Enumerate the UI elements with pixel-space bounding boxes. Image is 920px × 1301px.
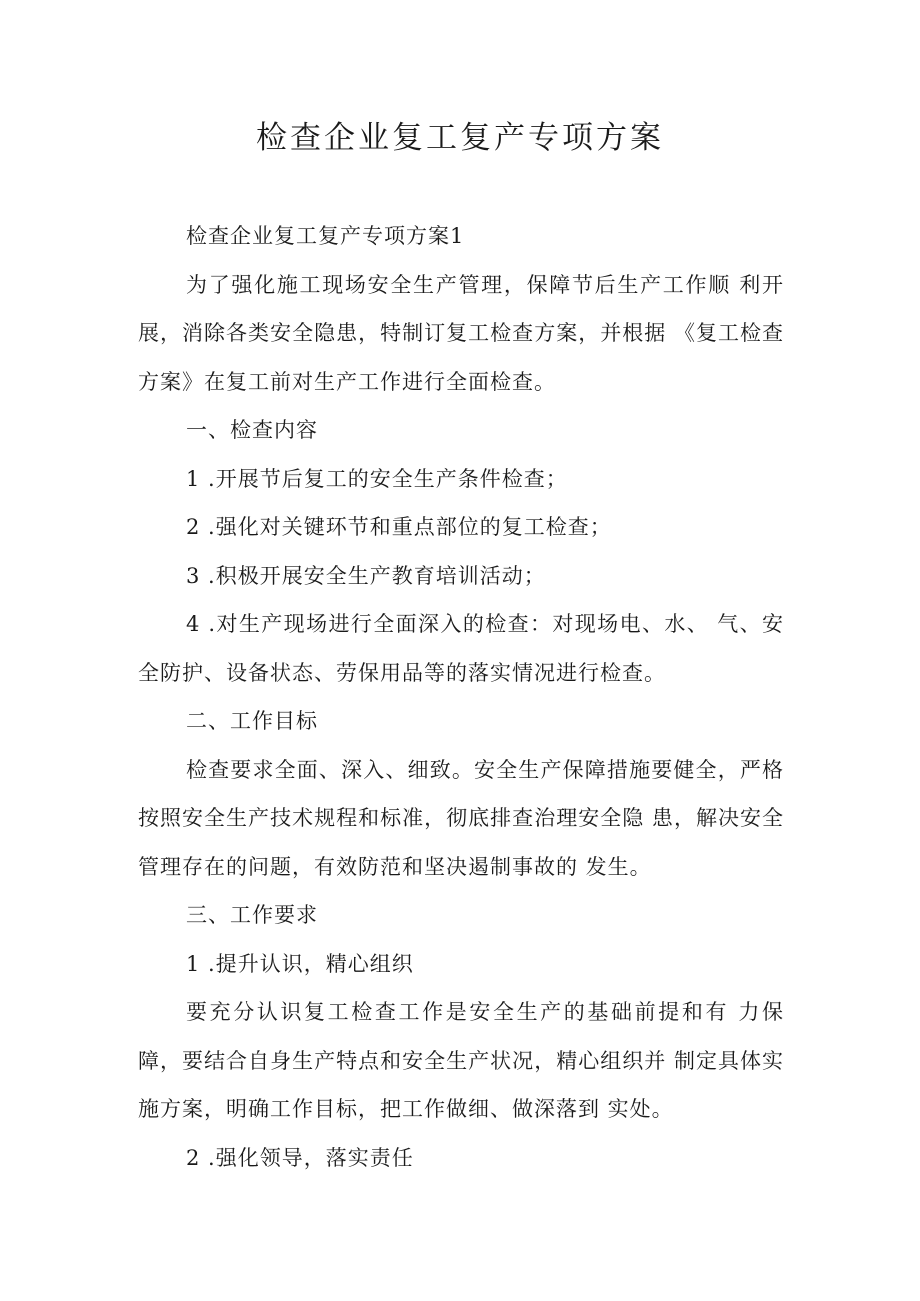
sub-heading: 2 .强化领导，落实责任 bbox=[186, 1145, 414, 1170]
sub-heading: 1 .提升认识，精心组织 bbox=[186, 951, 414, 976]
section-heading: 二、工作目标 bbox=[186, 709, 318, 733]
list-item: 3 .积极开展安全生产教育培训活动； bbox=[186, 563, 546, 588]
list-item: 2 .强化对关键环节和重点部位的复工检查； bbox=[186, 515, 612, 539]
list-item: 1 .开展节后复工的安全生产条件检查； bbox=[186, 466, 568, 491]
list-item: 4 .对生产现场进行全面深入的检查：对现场电、水、 气、安全防护、设备状态、劳保用品等的落实情况进行检查。 bbox=[138, 612, 784, 685]
document-body bbox=[138, 212, 784, 1182]
document-title: 检查企业复工复产专项方案 bbox=[256, 120, 664, 156]
section-heading: 一、检查内容 bbox=[186, 418, 318, 442]
section-heading: 三、工作要求 bbox=[186, 903, 318, 927]
intro-paragraph: 为了强化施工现场安全生产管理，保障节后生产工作顺 利开展，消除各类安全隐患，特制订复工检查方案，并根据 《复工检查方案》在复工前对生产工作进行全面检查。 bbox=[138, 272, 784, 394]
body-paragraph: 检查要求全面、深入、细致。安全生产保障措施要健全，严格按照安全生产技术规程和标准，彻底排查治理安全隐 患，解决安全管理存在的问题，有效防范和坚决遏制事故的 发生。 bbox=[138, 757, 784, 879]
section-heading: 检查企业复工复产专项方案1 bbox=[186, 224, 465, 248]
body-paragraph: 要充分认识复工检查工作是安全生产的基础前提和有 力保障，要结合自身生产特点和安全生产状况，精心组织并 制定具体实施方案，明确工作目标，把工作做细、做深落到 实处。 bbox=[138, 1000, 784, 1121]
